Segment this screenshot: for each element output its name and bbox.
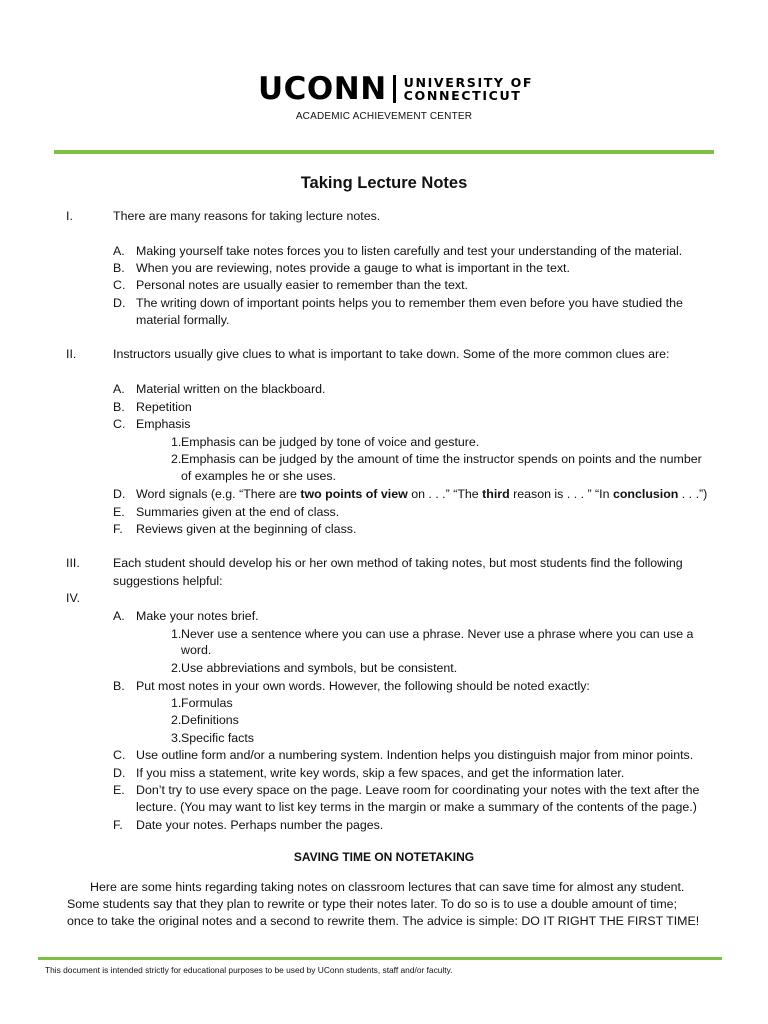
list-item: Put most notes in your own words. However, the following should be noted exactly: <box>136 679 590 693</box>
department-name: ACADEMIC ACHIEVEMENT CENTER <box>295 111 473 122</box>
sublist-item: Specific facts <box>181 731 254 745</box>
list-item-word-signals <box>136 486 707 502</box>
list-item: The writing down of important points helps you to remember them even before you have studied the <box>136 296 683 310</box>
list-item: Personal notes are usually easier to remember than the text. <box>136 278 468 292</box>
list-marker: A. <box>113 244 125 258</box>
list-marker: F. <box>113 522 123 536</box>
list-item: Make your notes brief. <box>136 609 259 623</box>
paragraph-line: once to take the original notes and a second to rewrite them. The advice is simple: DO IT RIGHT THE FIRST TIME! <box>67 914 700 928</box>
section-numeral: II. <box>66 347 77 361</box>
logo-university-line1: UNIVERSITY OF <box>403 74 534 90</box>
footer-disclaimer: This document is intended strictly for educational purposes to be used by UConn students, staff and/or faculty. <box>45 965 453 975</box>
list-marker: E. <box>113 783 125 797</box>
list-item: When you are reviewing, notes provide a gauge to what is important in the text. <box>136 261 570 275</box>
bold-run: third <box>482 487 510 501</box>
list-item-continuation: material formally. <box>136 313 230 327</box>
document-title: Taking Lecture Notes <box>300 174 468 192</box>
bold-run: two points of view <box>300 487 408 501</box>
text-run: on . . .” “The <box>407 487 483 501</box>
list-item-continuation: lecture. (You may want to list key terms in the margin or make a summary of the contents of the page.) <box>136 800 697 814</box>
list-item: Reviews given at the beginning of class. <box>136 522 357 536</box>
text-run: reason is . . . ” “In <box>509 487 613 501</box>
list-marker: B. <box>113 400 125 414</box>
section-numeral: III. <box>66 556 80 570</box>
header-divider <box>54 150 714 154</box>
section-heading: Instructors usually give clues to what is important to take down. Some of the more common clues are: <box>113 347 670 361</box>
logo-wordmark: UCONN <box>258 71 387 107</box>
logo-university-line2: CONNECTICUT <box>403 88 522 103</box>
list-marker: E. <box>113 505 125 519</box>
sublist-item-continuation: word. <box>181 643 212 657</box>
list-item: Making yourself take notes forces you to listen carefully and test your understanding of the material. <box>136 244 683 258</box>
paragraph-line: Some students say that they plan to rewrite or type their notes later. To do so is to use a double amount of time; <box>67 897 678 911</box>
section-numeral: IV. <box>66 591 81 605</box>
section-heading: There are many reasons for taking lecture notes. <box>113 209 381 223</box>
section-heading-continuation: suggestions helpful: <box>113 574 223 588</box>
sublist-number: 1. <box>171 435 182 449</box>
sublist-number: 1. <box>171 627 182 641</box>
logo-divider <box>393 75 396 103</box>
uconn-logo <box>258 71 534 107</box>
paragraph-line: Here are some hints regarding taking notes on classroom lectures that can save time for almost any student. <box>90 880 685 894</box>
list-item: Summaries given at the end of class. <box>136 505 340 519</box>
section-heading: Each student should develop his or her own method of taking notes, but most students find the following <box>113 556 683 570</box>
list-marker: C. <box>113 417 126 431</box>
list-marker: A. <box>113 382 125 396</box>
sublist-item: Emphasis can be judged by the amount of time the instructor spends on points and the number <box>181 452 702 466</box>
section-numeral: I. <box>66 209 73 223</box>
list-marker: F. <box>113 818 123 832</box>
sublist-item-continuation: of examples he or she uses. <box>181 469 336 483</box>
sublist-number: 2. <box>171 713 182 727</box>
sublist-number: 2. <box>171 661 182 675</box>
list-item: Date your notes. Perhaps number the pages. <box>136 818 384 832</box>
text-run: Word signals (e.g. “There are <box>136 487 301 501</box>
list-item: Repetition <box>136 400 192 414</box>
list-item: Emphasis <box>136 417 191 431</box>
list-marker: A. <box>113 609 125 623</box>
sublist-item: Emphasis can be judged by tone of voice and gesture. <box>181 435 480 449</box>
sublist-item: Use abbreviations and symbols, but be consistent. <box>181 661 458 675</box>
sublist-item: Never use a sentence where you can use a phrase. Never use a phrase where you can use a <box>181 627 694 641</box>
logo-university-name <box>404 76 533 103</box>
list-marker: C. <box>113 748 126 762</box>
list-marker: B. <box>113 679 125 693</box>
footer-divider <box>38 957 722 960</box>
list-item: Material written on the blackboard. <box>136 382 326 396</box>
list-item: Don’t try to use every space on the page. Leave room for coordinating your notes with the text after the <box>136 783 700 797</box>
bold-run: conclusion <box>612 487 679 501</box>
list-marker: D. <box>113 296 126 310</box>
list-marker: D. <box>113 487 126 501</box>
list-item: If you miss a statement, write key words, skip a few spaces, and get the information later. <box>136 766 625 780</box>
section-subheading: SAVING TIME ON NOTETAKING <box>293 850 475 864</box>
list-marker: C. <box>113 278 126 292</box>
sublist-number: 3. <box>171 731 182 745</box>
list-item: Use outline form and/or a numbering system. Indention helps you distinguish major from minor points. <box>136 748 694 762</box>
sublist-number: 1. <box>171 696 182 710</box>
sublist-item: Formulas <box>181 696 233 710</box>
text-run: . . .”) <box>678 487 708 501</box>
sublist-number: 2. <box>171 452 182 466</box>
list-marker: D. <box>113 766 126 780</box>
sublist-item: Definitions <box>181 713 239 727</box>
list-marker: B. <box>113 261 125 275</box>
